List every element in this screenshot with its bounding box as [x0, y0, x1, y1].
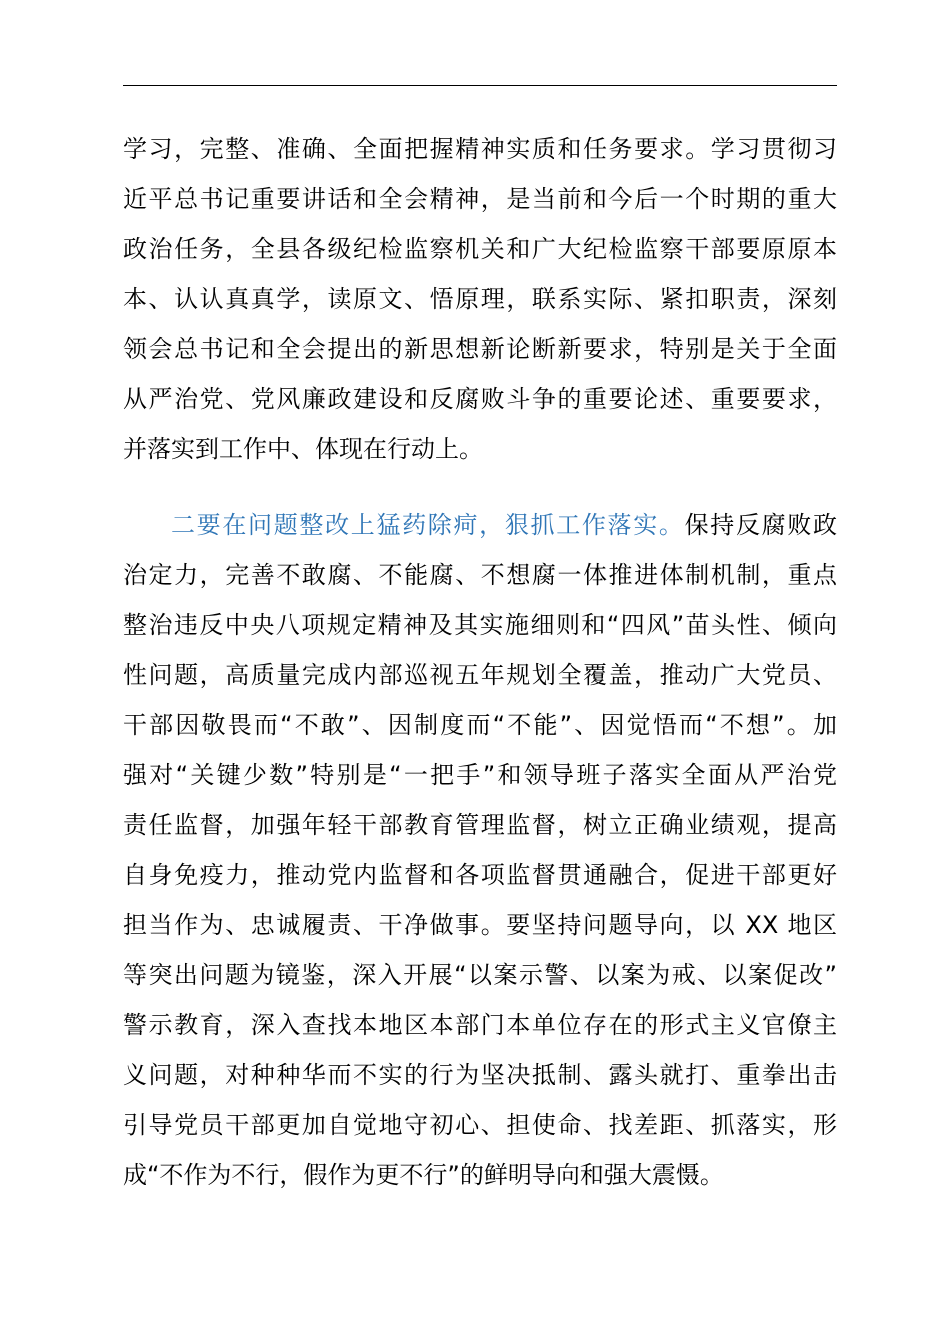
heading-continuation: 保持反腐败政	[684, 511, 837, 539]
text-line: 性问题，高质量完成内部巡视五年规划全覆盖，推动广大党员、	[123, 661, 837, 689]
paragraph-1	[123, 124, 837, 474]
text-line: 近平总书记重要讲话和全会精神，是当前和今后一个时期的重大	[123, 185, 837, 213]
text-line: 干部因敬畏而“不敢”、因制度而“不能”、因觉悟而“不想”。加	[123, 711, 837, 739]
paragraph-2	[123, 500, 837, 1200]
text-line: 等突出问题为镜鉴，深入开展“以案示警、以案为戒、以案促改”	[123, 961, 837, 989]
text-line: 强对“关键少数”特别是“一把手”和领导班子落实全面从严治党	[123, 761, 837, 789]
body-text	[123, 124, 837, 1200]
text-line-first	[123, 500, 837, 550]
text-line: 引导党员干部更加自觉地守初心、担使命、找差距、抓落实，形	[123, 1111, 837, 1139]
paragraph-spacer	[123, 474, 837, 500]
text-line: 治定力，完善不敢腐、不能腐、不想腐一体推进体制机制，重点	[123, 561, 837, 589]
text-line: 义问题，对种种华而不实的行为坚决抵制、露头就打、重拳出击	[123, 1061, 837, 1089]
section-heading: 二要在问题整改上猛药除疴，狠抓工作落实。	[171, 511, 685, 539]
text-line: 并落实到工作中、体现在行动上。	[123, 435, 483, 463]
text-line: 从严治党、党风廉政建设和反腐败斗争的重要论述、重要要求，	[123, 385, 837, 413]
text-line: 领会总书记和全会提出的新思想新论断新要求，特别是关于全面	[123, 335, 837, 363]
text-line: 担当作为、忠诚履责、干净做事。要坚持问题导向，以 XX 地区	[123, 911, 837, 939]
text-line: 成“不作为不行，假作为更不行”的鲜明导向和强大震慑。	[123, 1161, 724, 1189]
text-line: 学习，完整、准确、全面把握精神实质和任务要求。学习贯彻习	[123, 135, 837, 163]
text-line: 整治违反中央八项规定精神及其实施细则和“四风”苗头性、倾向	[123, 611, 837, 639]
text-line: 自身免疫力，推动党内监督和各项监督贯通融合，促进干部更好	[123, 861, 837, 889]
text-line: 本、认认真真学，读原文、悟原理，联系实际、紧扣职责，深刻	[123, 285, 837, 313]
header-rule	[123, 85, 837, 86]
text-line: 警示教育，深入查找本地区本部门本单位存在的形式主义官僚主	[123, 1011, 837, 1039]
text-line: 责任监督，加强年轻干部教育管理监督，树立正确业绩观，提高	[123, 811, 837, 839]
text-line: 政治任务，全县各级纪检监察机关和广大纪检监察干部要原原本	[123, 235, 837, 263]
